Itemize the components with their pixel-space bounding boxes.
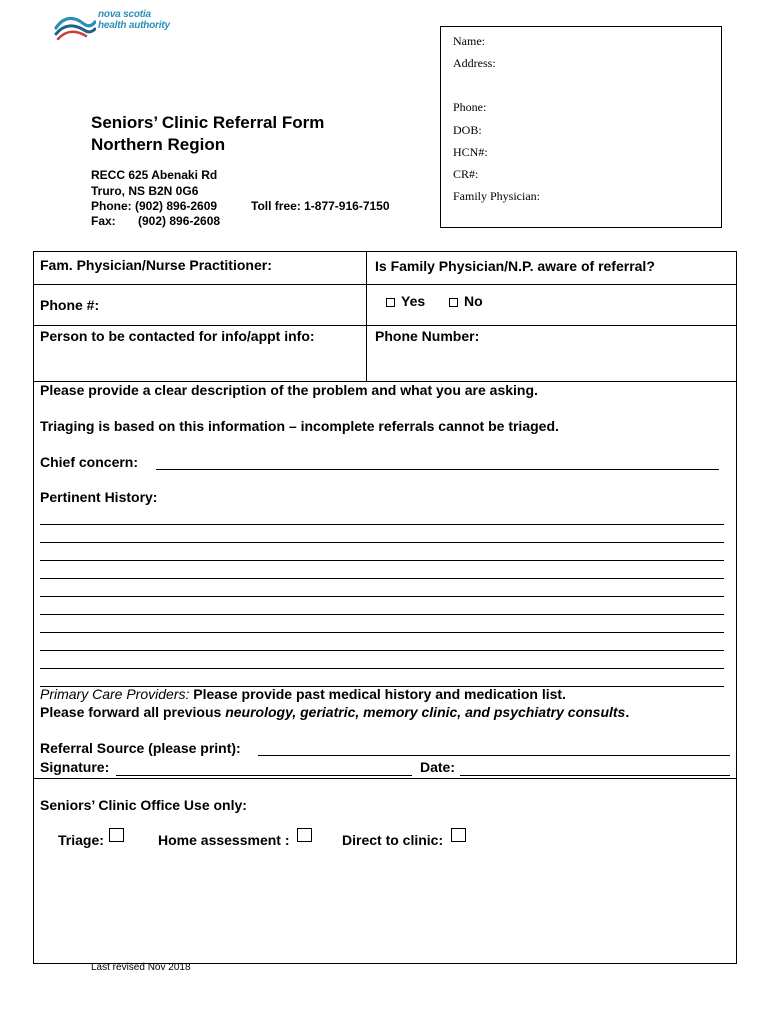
forward-consult-types: neurology, geriatric, memory clinic, and psychiatry consults: [225, 704, 626, 720]
signature-field[interactable]: [116, 775, 412, 776]
history-line[interactable]: [40, 650, 724, 651]
triage-checkbox[interactable]: [109, 828, 124, 842]
history-line[interactable]: [40, 560, 724, 561]
form-subtitle: Northern Region: [91, 135, 226, 154]
form-title: Seniors’ Clinic Referral Form: [91, 113, 325, 132]
patient-address-label: Address:: [453, 56, 496, 70]
clinic-address-line-1: RECC 625 Abenaki Rd: [91, 168, 218, 182]
chief-concern-label: Chief concern:: [40, 454, 139, 470]
phone-label: Phone #:: [40, 297, 100, 313]
phone-number-label: Phone Number:: [375, 328, 480, 344]
triage-note: Triaging is based on this information – incomplete referrals cannot be triaged.: [40, 418, 559, 434]
yes-option[interactable]: [386, 293, 425, 309]
primary-care-instruction: Please provide past medical history and medication list.: [193, 686, 566, 702]
patient-phone-label: Phone:: [453, 100, 487, 114]
forward-consults-note: [40, 704, 629, 720]
column-divider: [366, 251, 367, 382]
direct-clinic-option[interactable]: [342, 832, 466, 848]
primary-care-note: [40, 686, 566, 702]
logo-line-1: nova scotia: [98, 9, 151, 20]
forward-prefix: Please forward all previous: [40, 704, 222, 720]
clinic-fax-number: (902) 896-2608: [138, 214, 221, 228]
history-line[interactable]: [40, 614, 724, 615]
history-line[interactable]: [40, 596, 724, 597]
yes-label: Yes: [401, 293, 426, 309]
patient-cr-label: CR#:: [453, 167, 479, 181]
fam-physician-label: Fam. Physician/Nurse Practitioner:: [40, 257, 272, 273]
history-line[interactable]: [40, 542, 724, 543]
patient-hcn-label: HCN#:: [453, 145, 488, 159]
home-assessment-option[interactable]: [158, 832, 312, 848]
yes-checkbox[interactable]: [386, 298, 395, 307]
patient-name-label: Name:: [453, 34, 485, 48]
last-revised: Last revised Nov 2018: [91, 962, 191, 973]
divider: [33, 325, 736, 326]
aware-question-label: Is Family Physician/N.P. aware of referral?: [375, 258, 655, 274]
logo-wave-icon: [54, 10, 96, 40]
no-option[interactable]: [449, 293, 483, 309]
history-line[interactable]: [40, 524, 724, 525]
clinic-toll-free: Toll free: 1-877-916-7150: [251, 199, 390, 213]
logo-line-2: health authority: [98, 20, 170, 31]
patient-label-box: [440, 26, 722, 228]
home-assessment-label: Home assessment :: [158, 832, 290, 848]
clinic-fax-label: Fax:: [91, 214, 116, 228]
chief-concern-field[interactable]: [156, 469, 719, 470]
nova-scotia-health-logo: [54, 6, 184, 40]
no-label: No: [464, 293, 483, 309]
direct-clinic-checkbox[interactable]: [451, 828, 466, 842]
clinic-address-line-2: Truro, NS B2N 0G6: [91, 184, 199, 198]
triage-option[interactable]: [58, 832, 124, 848]
no-checkbox[interactable]: [449, 298, 458, 307]
patient-family-physician-label: Family Physician:: [453, 189, 540, 203]
signature-label: Signature:: [40, 759, 110, 775]
description-instruction: Please provide a clear description of the problem and what you are asking.: [40, 382, 538, 398]
pertinent-history-label: Pertinent History:: [40, 489, 158, 505]
office-use-label: Seniors’ Clinic Office Use only:: [40, 797, 247, 813]
divider: [33, 284, 736, 285]
divider: [33, 778, 736, 779]
direct-clinic-label: Direct to clinic:: [342, 832, 444, 848]
triage-label: Triage:: [58, 832, 104, 848]
date-field[interactable]: [460, 775, 730, 776]
referral-source-field[interactable]: [258, 755, 730, 756]
date-label: Date:: [420, 759, 456, 775]
history-line[interactable]: [40, 632, 724, 633]
history-line[interactable]: [40, 578, 724, 579]
primary-care-label: Primary Care Providers:: [40, 686, 190, 702]
contact-person-label: Person to be contacted for info/appt info:: [40, 328, 315, 344]
forward-suffix: .: [625, 704, 630, 720]
home-assessment-checkbox[interactable]: [297, 828, 312, 842]
referral-source-label: Referral Source (please print):: [40, 740, 241, 756]
patient-dob-label: DOB:: [453, 123, 482, 137]
history-line[interactable]: [40, 668, 724, 669]
referral-form-frame: [33, 251, 737, 964]
clinic-phone: Phone: (902) 896-2609: [91, 199, 218, 213]
